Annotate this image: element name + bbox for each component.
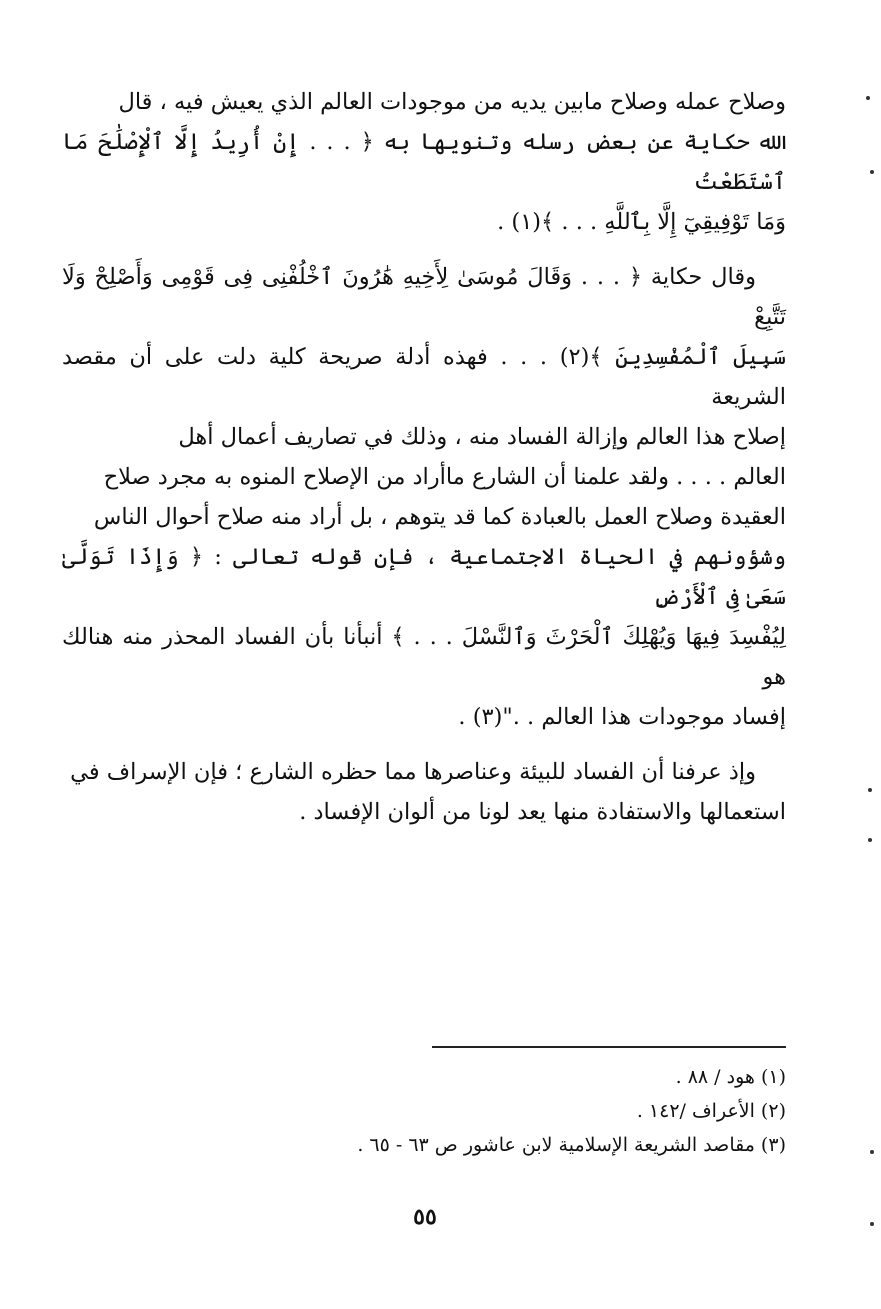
text-line: سَبِيلَ ٱلْمُفْسِدِينَ ﴾(٢) . . . فهذه أدلة صريحة كلية دلت على أن مقصد الشريعة bbox=[62, 344, 786, 410]
text-line: استعمالها والاستفادة منها يعد لونا من ألوان الإفساد . bbox=[299, 799, 786, 825]
text-line: العالم . . . . ولقد علمنا أن الشارع ماأراد من الإصلاح المنوه به مجرد صلاح bbox=[103, 464, 786, 490]
text-line: الله حكاية عن بعض رسله وتنويها به ﴿ . . . إِنْ أُرِيدُ إِلَّا ٱلْإِصْلَٰحَ مَا ٱسْتَطَعْتُ bbox=[62, 129, 786, 195]
text-line: إصلاح هذا العالم وإزالة الفساد منه ، وذلك في تصاريف أعمال أهل bbox=[178, 424, 786, 450]
paragraph bbox=[62, 82, 786, 242]
main-text bbox=[62, 82, 786, 847]
scan-speck bbox=[868, 788, 872, 792]
text-line: وَمَا تَوْفِيقِيٓ إِلَّا بِٱللَّهِ . . . ﴾(١) . bbox=[497, 209, 786, 235]
page-number: ٥٥ bbox=[413, 1204, 437, 1230]
text-line: وقال حكاية ﴿ . . . وَقَالَ مُوسَىٰ لِأَخِيهِ هَٰرُونَ ٱخْلُفْنِى فِى قَوْمِى وَأَصْلِحْ وَلَا تَتَّبِعْ bbox=[62, 264, 786, 330]
footnote-divider bbox=[432, 1046, 786, 1048]
text-line: لِيُفْسِدَ فِيهَا وَيُهْلِكَ ٱلْحَرْثَ وَٱلنَّسْلَ . . . ﴾ أنبأنا بأن الفساد المحذر منه هنالك هو bbox=[62, 624, 786, 690]
footnote: (٢) الأعراف /١٤٢ . bbox=[636, 1100, 786, 1122]
text-line: العقيدة وصلاح العمل بالعبادة كما قد يتوهم ، بل أراد منه صلاح أحوال الناس bbox=[93, 504, 786, 530]
scan-speck bbox=[870, 170, 874, 174]
text-line: وشؤونهم في الحياة الاجتماعية ، فإن قوله تعالى : ﴿ وَإِذَا تَوَلَّىٰ سَعَىٰ فِى ٱلْأَرْضِ bbox=[62, 544, 786, 610]
text-line: وصلاح عمله وصلاح مابين يديه من موجودات العالم الذي يعيش فيه ، قال bbox=[118, 89, 786, 115]
text-line: إفساد موجودات هذا العالم . ."(٣) . bbox=[458, 704, 786, 730]
footnotes bbox=[300, 1060, 786, 1162]
scan-speck bbox=[868, 838, 872, 842]
text-line: وإذ عرفنا أن الفساد للبيئة وعناصرها مما حظره الشارع ؛ فإن الإسراف في bbox=[70, 759, 756, 785]
footnote: (١) هود / ٨٨ . bbox=[675, 1066, 786, 1088]
paragraph bbox=[62, 257, 786, 737]
scan-speck bbox=[866, 96, 870, 100]
scan-speck bbox=[870, 1222, 874, 1226]
footnote: (٣) مقاصد الشريعة الإسلامية لابن عاشور ص ٦٣ - ٦٥ . bbox=[357, 1134, 786, 1156]
paragraph bbox=[62, 752, 786, 832]
scan-speck bbox=[870, 1150, 874, 1154]
